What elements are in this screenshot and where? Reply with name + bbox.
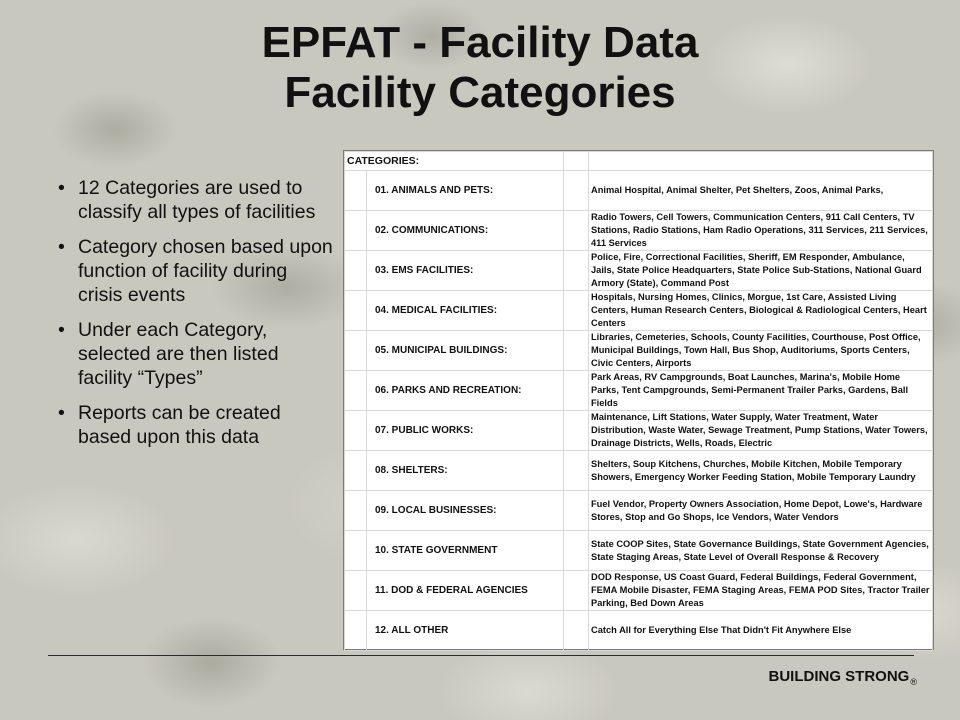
- table-header: CATEGORIES:: [345, 152, 564, 171]
- table-row: [345, 411, 933, 451]
- category-types-cell: [589, 611, 933, 651]
- table-row: [345, 251, 933, 291]
- category-name: 04. MEDICAL FACILITIES:: [367, 291, 564, 331]
- category-types: Animal Hospital, Animal Shelter, Pet Shelters, Zoos, Animal Parks,: [591, 185, 884, 195]
- category-types: DOD Response, US Coast Guard, Federal Buildings, Federal Government, FEMA Mobile Disaster, FEMA Staging Areas, FEMA POD Sites, Tractor Trailer Parking, Bed Down Areas: [591, 572, 930, 608]
- table-row: [345, 291, 933, 331]
- category-types: Radio Towers, Cell Towers, Communication Centers, 911 Call Centers, TV Stations, Radio Stations, Ham Radio Operations, 311 Services, 211 Services, 411 Services: [591, 212, 928, 248]
- row-spacer: [345, 371, 367, 411]
- category-name: 03. EMS FACILITIES:: [367, 251, 564, 291]
- category-types: Maintenance, Lift Stations, Water Supply, Water Treatment, Water Distribution, Waste Water, Sewage Treatment, Pump Stations, Water Towers, Drainage Districts, Wells, Roads, Electric: [591, 412, 928, 448]
- table-header-spacer: [564, 152, 589, 171]
- category-types-cell: [589, 451, 933, 491]
- row-spacer: [564, 531, 589, 571]
- category-types: Park Areas, RV Campgrounds, Boat Launches, Marina's, Mobile Home Parks, Tent Campgrounds, Semi-Permanent Trailer Parks, Gardens, Ball Fields: [591, 372, 909, 408]
- table-header-blank: [589, 152, 933, 171]
- row-spacer: [564, 211, 589, 251]
- row-spacer: [345, 451, 367, 491]
- row-spacer: [345, 291, 367, 331]
- category-name: 11. DOD & FEDERAL AGENCIES: [367, 571, 564, 611]
- row-spacer: [345, 491, 367, 531]
- category-types: Libraries, Cemeteries, Schools, County Facilities, Courthouse, Post Office, Municipal Buildings, Town Hall, Bus Shop, Auditoriums, Sports Centers, Civic Centers, Airports: [591, 332, 921, 368]
- footer-divider: [48, 655, 914, 656]
- category-types: Catch All for Everything Else That Didn't Fit Anywhere Else: [591, 625, 852, 635]
- category-types-cell: [589, 571, 933, 611]
- bullet-item: • Category chosen based upon function of facility during crisis events: [58, 235, 333, 307]
- row-spacer: [345, 411, 367, 451]
- category-name: 12. ALL OTHER: [367, 611, 564, 651]
- category-types: Fuel Vendor, Property Owners Association, Home Depot, Lowe's, Hardware Stores, Stop and Go Shops, Ice Vendors, Water Vendors: [591, 498, 923, 522]
- row-spacer: [564, 491, 589, 531]
- category-types: Police, Fire, Correctional Facilities, Sheriff, EM Responder, Ambulance, Jails, State Police Headquarters, State Police Sub-Stations, National Guard Armory (State), Command Post: [591, 252, 922, 288]
- category-types-cell: [589, 171, 933, 211]
- footer-brand: [769, 668, 917, 687]
- row-spacer: [345, 611, 367, 651]
- row-spacer: [345, 331, 367, 371]
- table-row: [345, 491, 933, 531]
- table-row: [345, 451, 933, 491]
- bullet-list: [58, 176, 333, 460]
- bullet-item: • 12 Categories are used to classify all types of facilities: [58, 176, 333, 224]
- table-row: [345, 331, 933, 371]
- category-name: 10. STATE GOVERNMENT: [367, 531, 564, 571]
- row-spacer: [564, 411, 589, 451]
- row-spacer: [564, 451, 589, 491]
- slide-title-line-1: EPFAT - Facility Data: [261, 18, 699, 67]
- category-types-cell: [589, 331, 933, 371]
- row-spacer: [564, 251, 589, 291]
- row-spacer: [564, 571, 589, 611]
- category-types-cell: [589, 371, 933, 411]
- category-types-cell: [589, 531, 933, 571]
- table-row: [345, 171, 933, 211]
- category-name: 05. MUNICIPAL BUILDINGS:: [367, 331, 564, 371]
- row-spacer: [345, 171, 367, 211]
- category-types-cell: [589, 211, 933, 251]
- brand-text: BUILDING STRONG: [768, 668, 910, 685]
- table-row: [345, 211, 933, 251]
- row-spacer: [564, 331, 589, 371]
- category-types-cell: [589, 411, 933, 451]
- category-types: Hospitals, Nursing Homes, Clinics, Morgue, 1st Care, Assisted Living Centers, Human Research Centers, Biological & Radiological Centers, Heart Centers: [591, 292, 927, 328]
- category-types-cell: [589, 291, 933, 331]
- category-types-cell: [589, 251, 933, 291]
- slide-title: [0, 18, 960, 118]
- categories-table: [344, 151, 933, 651]
- row-spacer: [564, 291, 589, 331]
- registered-mark: ®: [910, 677, 917, 687]
- table-header-row: [345, 152, 933, 171]
- row-spacer: [345, 531, 367, 571]
- bullet-item: • Reports can be created based upon this data: [58, 401, 333, 449]
- category-types-cell: [589, 491, 933, 531]
- row-spacer: [345, 571, 367, 611]
- category-name: 06. PARKS AND RECREATION:: [367, 371, 564, 411]
- table-row: [345, 371, 933, 411]
- category-name: 01. ANIMALS AND PETS:: [367, 171, 564, 211]
- row-spacer: [564, 371, 589, 411]
- bullet-item: • Under each Category, selected are then listed facility “Types”: [58, 318, 333, 390]
- categories-table-image: [343, 150, 934, 650]
- row-spacer: [345, 211, 367, 251]
- category-name: 08. SHELTERS:: [367, 451, 564, 491]
- table-row: [345, 611, 933, 651]
- row-spacer: [564, 611, 589, 651]
- category-name: 02. COMMUNICATIONS:: [367, 211, 564, 251]
- table-row: [345, 571, 933, 611]
- category-name: 09. LOCAL BUSINESSES:: [367, 491, 564, 531]
- slide-title-line-2: Facility Categories: [284, 68, 676, 117]
- table-row: [345, 531, 933, 571]
- category-name: 07. PUBLIC WORKS:: [367, 411, 564, 451]
- row-spacer: [564, 171, 589, 211]
- category-types: State COOP Sites, State Governance Buildings, State Government Agencies, State Staging Areas, State Level of Overall Response & Recovery: [591, 538, 929, 562]
- row-spacer: [345, 251, 367, 291]
- category-types: Shelters, Soup Kitchens, Churches, Mobile Kitchen, Mobile Temporary Showers, Emergency Worker Feeding Station, Mobile Temporary Laundry: [591, 458, 916, 482]
